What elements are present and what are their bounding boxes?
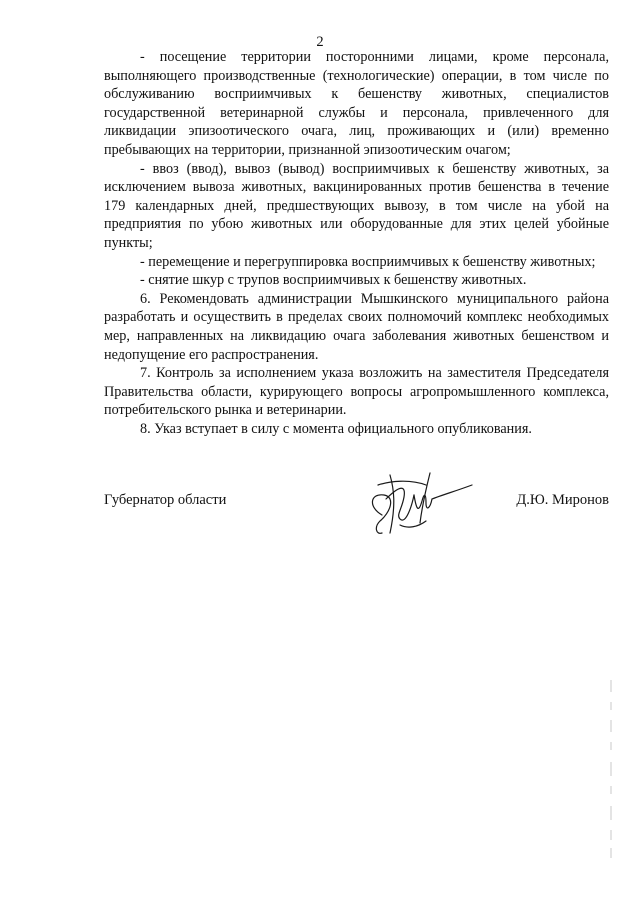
- page-number: 2: [316, 34, 324, 50]
- handwritten-signature: [360, 455, 475, 540]
- paragraph: - посещение территории посторонними лицами, кроме персонала, выполняющего производственные (технологические) операции, в том числе по обслуживанию восприимчивых к бешенству животных, специалистов государственной ветеринарной службы и персонала, привлеченного для ликвидации эпизоотического очага, лиц, проживающих и (или) временно пребывающих на территории, признанной эпизоотическим очагом;: [104, 49, 609, 158]
- paragraph: - ввоз (ввод), вывоз (вывод) восприимчивых к бешенству животных, за исключением вывоза животных, вакцинированных против бешенства в течение 179 календарных дней, предшествующих вывозу, в том числе на убой на предприятия по убою животных или оборудованные для этих целей убойные пункты;: [104, 160, 609, 251]
- paragraph: - перемещение и перегруппировка восприимчивых к бешенству животных;: [140, 253, 596, 270]
- governor-title: Губернатор области: [104, 492, 227, 508]
- document-body: [104, 48, 609, 438]
- paragraph: 8. Указ вступает в силу с момента официального опубликования.: [140, 420, 532, 437]
- paragraph: - снятие шкур с трупов восприимчивых к бешенству животных.: [140, 272, 527, 289]
- signature-block: [104, 492, 609, 512]
- signatory-name: Д.Ю. Миронов: [516, 492, 609, 508]
- paragraph: 7. Контроль за исполнением указа возложить на заместителя Председателя Правительства области, курирующего вопросы агропромышленного комплекса, потребительского рынка и ветеринарии.: [104, 365, 609, 419]
- paragraph: 6. Рекомендовать администрации Мышкинского муниципального района разработать и осуществить в пределах своих полномочий комплекс необходимых мер, направленных на ликвидацию очага заболевания животных бешенством и недопущение его распространения.: [104, 290, 609, 363]
- margin-scan-marks: [604, 680, 618, 860]
